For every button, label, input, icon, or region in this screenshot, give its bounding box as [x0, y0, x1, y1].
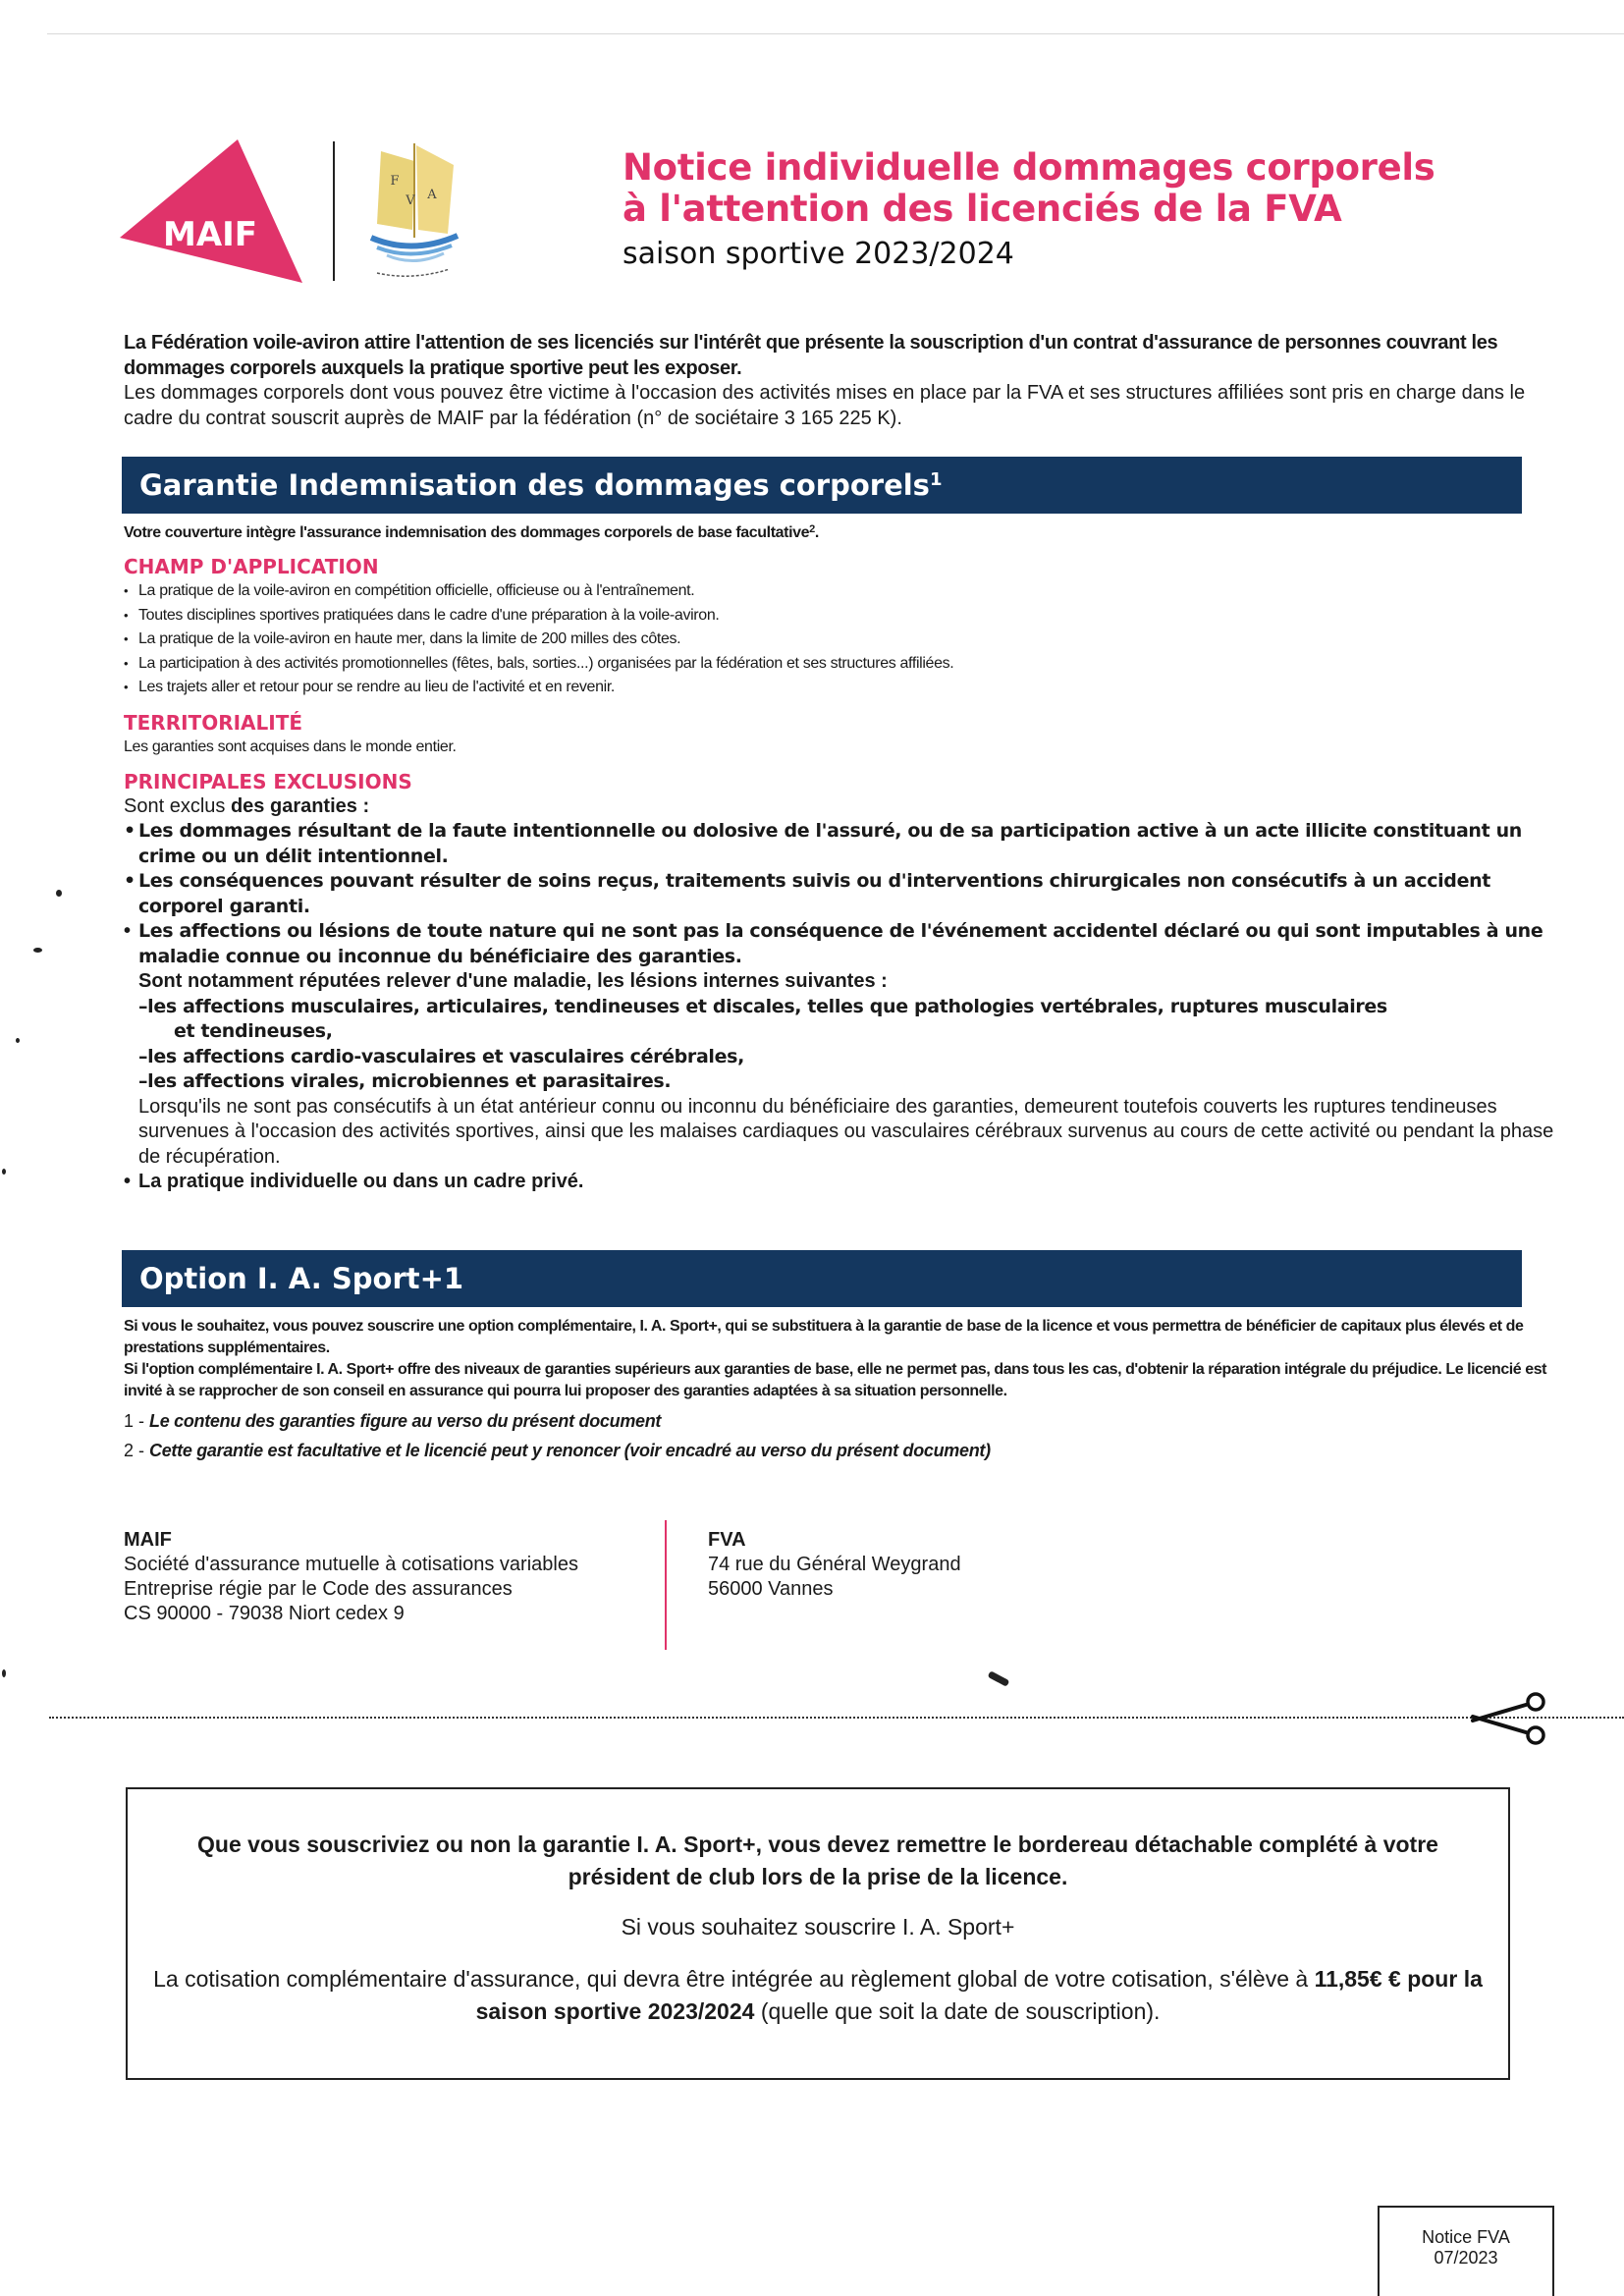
heading-champ: CHAMP D'APPLICATION: [124, 555, 379, 578]
sub-item: –les affections virales, microbiennes et parasitaires.: [138, 1070, 672, 1092]
address-maif-name: MAIF: [124, 1529, 172, 1551]
address-maif-line: CS 90000 - 79038 Niort cedex 9: [124, 1603, 405, 1624]
intro-body: Les dommages corporels dont vous pouvez être victime à l'occasion des activités mises en place par la FVA et ses structures affiliées sont pris en charge dans le cadre du contrat souscrit auprès de MAIF par la fédération (n° de sociétaire 3 165 225 K).: [124, 382, 1526, 429]
footnote-2-number: 2 -: [124, 1441, 150, 1460]
top-rule: [47, 33, 1624, 34]
list-item: • La pratique de la voile-aviron en haute mer, dans la limite de 200 milles des côtes.: [124, 628, 1557, 652]
address-fva-line: 56000 Vannes: [708, 1578, 834, 1600]
internal-lesions-list: [138, 995, 1557, 1095]
title-line-2: à l'attention des licenciés de la FVA: [623, 188, 1342, 230]
footnote-1-text: Le contenu des garanties figure au verso du présent document: [149, 1411, 662, 1431]
fva-letter-a: A: [427, 188, 437, 202]
info-box-tail: [128, 1963, 1508, 2028]
footnote-2: [124, 1436, 1557, 1465]
sub-item: [138, 995, 1557, 1045]
address-fva-line: 74 rue du Général Weygrand: [708, 1554, 961, 1575]
heading-territorialite: TERRITORIALITÉ: [124, 710, 303, 735]
title-block: [623, 147, 1565, 277]
list-item: [124, 919, 1557, 1170]
address-fva: [708, 1528, 961, 1602]
footnote-marker: 1: [929, 469, 943, 490]
reference-line-1: Notice FVA: [1422, 2227, 1510, 2247]
title-line-1: Notice individuelle dommages corporels: [623, 146, 1435, 189]
reference-box: [1378, 2206, 1554, 2296]
coverage-text: Votre couverture intègre l'assurance indemnisation des dommages corporels de base facultative: [124, 524, 810, 541]
scan-speck: [2, 1669, 6, 1677]
address-maif: [124, 1528, 578, 1626]
option-paragraph-2: Si l'option complémentaire I. A. Sport+ offre des niveaux de garanties supérieurs aux garanties de base, elle ne permet pas, dans tous les cas, d'obtenir la réparation intégrale du préjudice. Le licencié est invité à se rapprocher de son conseil en assurance qui pourra lui proposer des garanties adaptées à sa situation personnelle.: [124, 1361, 1547, 1399]
intro-lead: La Fédération voile-aviron attire l'attention de ses licenciés sur l'intérêt que présente la souscription d'un contrat d'assurance de personnes couvrant les dommages corporels auxquels la pratique sportive peut les exposer.: [124, 332, 1498, 379]
logo-divider: [333, 141, 335, 281]
info-box-price: 11,85€ € pour la saison sportive 2023/2024: [475, 1966, 1483, 2024]
exclusions-list: [124, 819, 1557, 1195]
coverage-statement: Votre couverture intègre l'assurance indemnisation des dommages corporels de base facultative$^2$.: [124, 523, 819, 541]
list-item: • Les dommages résultant de la faute intentionnelle ou dolosive de l'assuré, ou de sa participation active à un acte illicite constituant un crime ou un délit intentionnel.: [124, 819, 1557, 869]
list-item: • La participation à des activités promotionnelles (fêtes, bals, sorties...) organisées par la fédération et ses structures affiliées.: [124, 652, 1557, 677]
address-divider: [665, 1520, 667, 1650]
fva-logo: [363, 139, 461, 285]
exclusion-3-text: • Les affections ou lésions de toute nature qui ne sont pas la conséquence de l'événement accidentel déclaré ou qui sont imputables à une maladie connue ou inconnue du bénéficiaire des garanties.: [138, 920, 1543, 967]
maif-logo-text: MAIF: [162, 215, 258, 254]
champ-list: [124, 579, 1557, 700]
sub-item-text: –les affections musculaires, articulaires, tendineuses et discales, telles que pathologies vertébrales, ruptures musculaires: [138, 995, 1387, 1017]
option-paragraph-1: Si vous le souhaitez, vous pouvez souscrire une option complémentaire, I. A. Sport+, qui se substituera à la garantie de base de la licence et vous permettra de bénéficier de capitaux plus élevés et de prestations supplémentaires.: [124, 1318, 1524, 1356]
exclusion-3-tail: Lorsqu'ils ne sont pas consécutifs à un état antérieur connu ou inconnu du bénéficiaire des garanties, demeurent toutefois couverts les ruptures tendineuses survenues à l'occasion des activités sportives, ainsi que les malaises cardiaques ou vasculaires cérébraux survenus au cours de cette activité ou pendant la phase de récupération.: [138, 1095, 1554, 1168]
section-title: Garantie Indemnisation des dommages corporels: [139, 468, 930, 502]
list-item: • La pratique individuelle ou dans un cadre privé.: [124, 1170, 1557, 1195]
info-box-tail-text: La cotisation complémentaire d'assurance, qui devra être intégrée au règlement global de votre cotisation, s'élève à: [153, 1966, 1315, 1992]
scan-speck: [33, 948, 42, 953]
section-option: [124, 1316, 1557, 1465]
address-fva-name: FVA: [708, 1529, 746, 1551]
info-box-lead: Que vous souscriviez ou non la garantie I. A. Sport+, vous devez remettre le bordereau détachable complété à votre président de club lors de la prise de la licence.: [197, 1831, 1438, 1889]
scissors-icon: [1469, 1691, 1555, 1746]
list-item: • Les conséquences pouvant résulter de soins reçus, traitements suivis ou d'interventions chirurgicales non consécutifs à un accident corporel garanti.: [124, 869, 1557, 919]
scan-speck: [56, 890, 62, 897]
list-item: • Toutes disciplines sportives pratiquées dans le cadre d'une préparation à la voile-aviron.: [124, 604, 1557, 629]
info-box-mid: Si vous souhaitez souscrire I. A. Sport+: [621, 1914, 1015, 1940]
exclusions-intro-plain: Sont exclus: [124, 794, 231, 817]
reference-line-2: 07/2023: [1434, 2248, 1498, 2268]
address-maif-line: Entreprise régie par le Code des assurances: [124, 1578, 513, 1600]
fva-letter-v: V: [406, 193, 415, 208]
footnote-marker: 2: [809, 523, 815, 535]
info-box: [126, 1787, 1510, 2080]
section-band-option: Option I. A. Sport+1: [122, 1250, 1522, 1307]
territorialite-text: Les garanties sont acquises dans le monde entier.: [124, 738, 457, 755]
exclusions-intro: [124, 794, 1557, 820]
section-garantie: [124, 522, 1557, 1195]
section-band-garantie: [122, 457, 1522, 514]
info-box-tail-text-end: (quelle que soit la date de souscription).: [754, 1998, 1161, 2024]
subtitle: saison sportive 2023/2024: [623, 237, 1014, 271]
list-item: • La pratique de la voile-aviron en compétition officielle, officieuse ou à l'entraînement.: [124, 579, 1557, 604]
maif-logo: [120, 139, 302, 283]
exclusions-intro-bold: des garanties :: [230, 794, 370, 817]
sub-item: –les affections cardio-vasculaires et vasculaires cérébrales,: [138, 1045, 744, 1067]
fva-letter-f: F: [390, 174, 400, 189]
address-maif-line: Société d'assurance mutuelle à cotisations variables: [124, 1554, 578, 1575]
scan-speck: [988, 1670, 1010, 1687]
footnote-1-number: 1 -: [124, 1411, 150, 1431]
intro: [124, 331, 1557, 431]
scan-speck: [16, 1038, 20, 1043]
cut-line: [49, 1717, 1624, 1719]
list-item: • Les trajets aller et retour pour se rendre au lieu de l'activité et en revenir.: [124, 676, 1557, 700]
heading-exclusions: PRINCIPALES EXCLUSIONS: [124, 769, 412, 793]
footnote-2-text: Cette garantie est facultative et le licencié peut y renoncer (voir encadré au verso du présent document): [149, 1441, 991, 1460]
exclusion-3-note: Sont notamment réputées relever d'une maladie, les lésions internes suivantes :: [138, 970, 888, 992]
exclusions-block: [124, 794, 1557, 1195]
sub-item-text-cont: et tendineuses,: [174, 1020, 333, 1042]
scan-speck: [2, 1169, 6, 1175]
footnote-1: [124, 1406, 1557, 1436]
